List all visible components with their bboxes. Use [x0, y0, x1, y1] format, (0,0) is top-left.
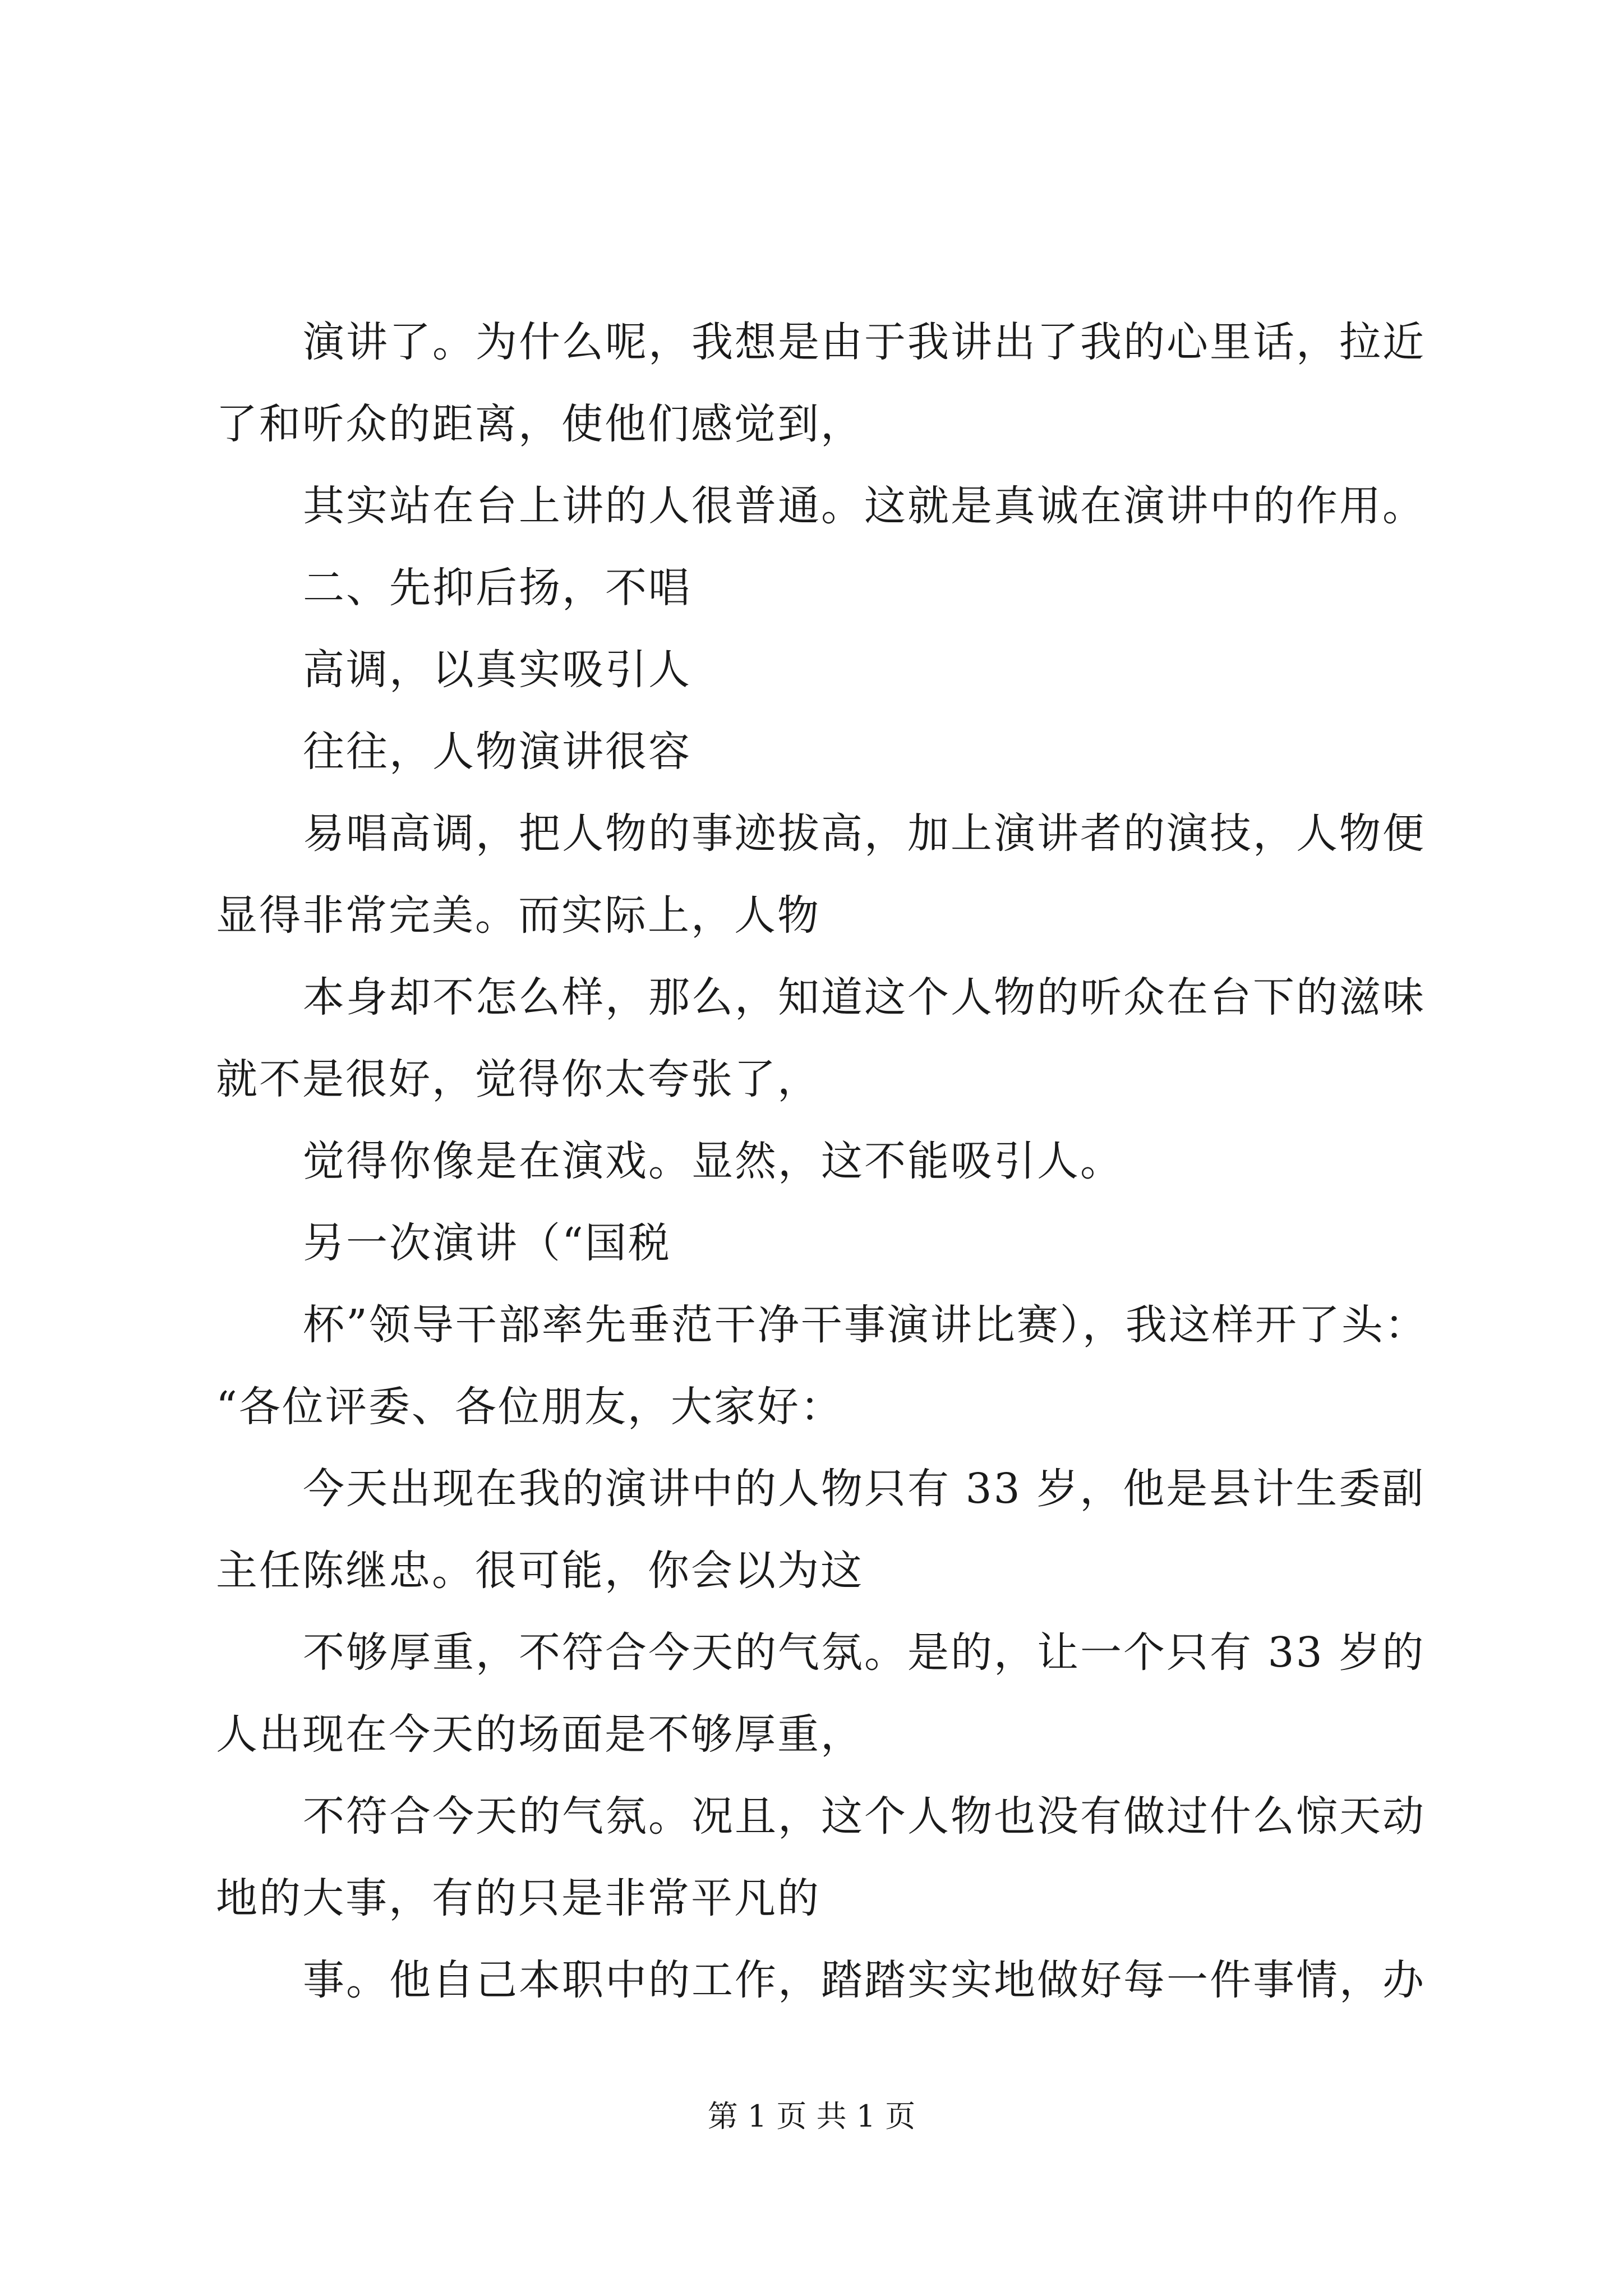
text-line: 不符合今天的气氛。况且，这个人物也没有做过什么惊天动: [303, 1792, 1426, 1841]
text-line: 高调，以真实吸引人: [303, 646, 691, 694]
text-line: 不够厚重，不符合今天的气氛。是的，让一个只有 33 岁的: [303, 1628, 1426, 1677]
text-line: 二、先抑后扬，不唱: [303, 564, 691, 612]
text-line: 演讲了。为什么呢，我想是由于我讲出了我的心里话，拉近: [303, 318, 1426, 366]
page-number-footer: 第 1 页 共 1 页: [707, 2099, 916, 2134]
text-line: 今天出现在我的演讲中的人物只有 33 岁，他是县计生委副: [303, 1465, 1426, 1513]
text-line: 地的大事，有的只是非常平凡的: [216, 1874, 820, 1922]
text-line: 易唱高调，把人物的事迹拔高，加上演讲者的演技，人物便: [303, 809, 1426, 858]
text-line: 往往，人物演讲很容: [303, 728, 691, 776]
text-line: 其实站在台上讲的人很普通。这就是真诚在演讲中的作用。: [303, 482, 1426, 530]
text-line: 就不是很好，觉得你太夸张了，: [216, 1055, 820, 1103]
text-line: “各位评委、各位朋友，大家好：: [216, 1383, 843, 1431]
text-line: 主任陈继忠。很可能，你会以为这: [216, 1547, 864, 1595]
text-line: 了和听众的距离，使他们感觉到，: [216, 400, 864, 448]
text-line: 显得非常完美。而实际上，人物: [216, 891, 820, 940]
text-line: 事。他自己本职中的工作，踏踏实实地做好每一件事情，办: [303, 1956, 1426, 2004]
text-line: 觉得你像是在演戏。显然，这不能吸引人。: [303, 1137, 1123, 1185]
text-line: 另一次演讲（“国税: [303, 1219, 671, 1267]
text-line: 人出现在今天的场面是不够厚重，: [216, 1710, 864, 1759]
text-line: 本身却不怎么样，那么，知道这个人物的听众在台下的滋味: [303, 973, 1426, 1022]
text-line: 杯”领导干部率先垂范干净干事演讲比赛），我这样开了头：: [303, 1301, 1428, 1349]
